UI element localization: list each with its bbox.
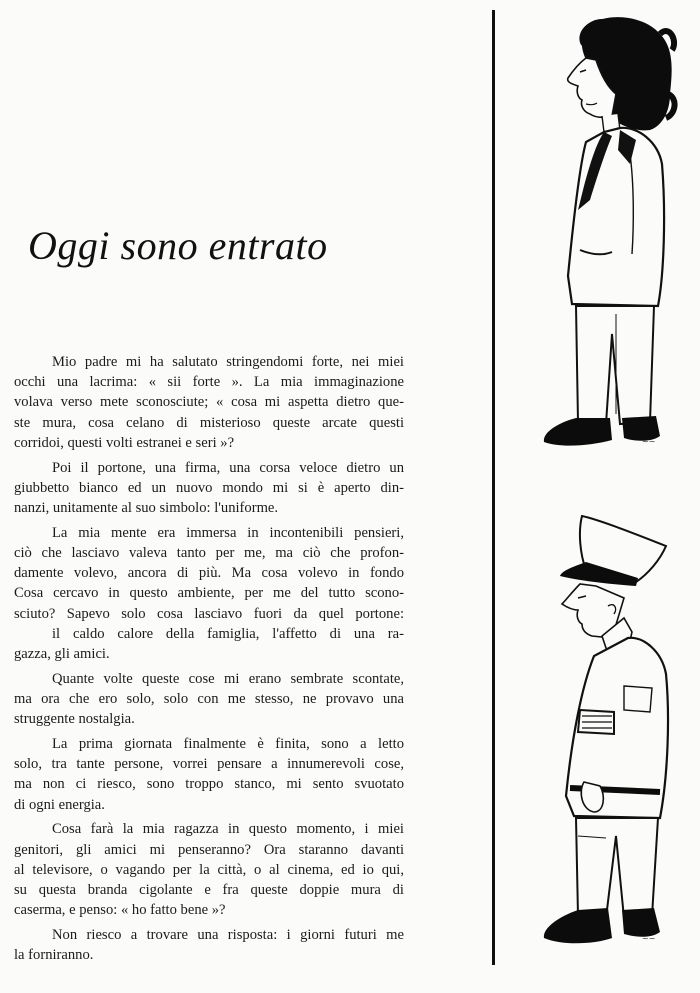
text-line: ste mura, cosa celano di misterioso queste arcate questi — [14, 414, 404, 431]
text-line: corridoi, questi volti estranei e seri »? — [14, 434, 235, 451]
text-line: ma ora che ero solo, solo con me stesso, ne provavo una — [14, 691, 404, 708]
text-line: caserma, e penso: « ho fatto bene »? — [14, 902, 226, 919]
text-line: solo, tra tante persone, vorrei pensare a innumerevoli cose, — [14, 756, 404, 773]
text-line: damente volevo, ancora di più. Ma cosa volevo in fondo — [14, 565, 404, 582]
paragraph — [14, 458, 404, 519]
text-line: giubbetto bianco ed un nuovo mondo mi si è aperto din- — [14, 479, 404, 496]
text-line: La prima giornata finalmente è finita, sono a letto — [52, 736, 404, 753]
text-line: Non riesco a trovare una risposta: i giorni futuri me — [52, 927, 404, 944]
text-line: al televisore, o vagando per la città, o al cinema, ed io qui, — [14, 861, 404, 878]
text-line: di ogni energia. — [14, 796, 105, 813]
column-divider — [492, 10, 495, 965]
civilian-caricature-illustration — [520, 14, 695, 464]
text-line: sciuto? Sapevo solo cosa lasciavo fuori da quel portone: — [14, 605, 404, 622]
article-body — [14, 352, 404, 970]
text-line: ma non ci riesco, sono troppo stanco, mi sento svuotato — [14, 776, 404, 793]
soldier-caricature-illustration — [520, 506, 695, 961]
paragraph — [14, 734, 404, 815]
paragraph — [14, 669, 404, 730]
signature-top: ~~ — [642, 437, 656, 446]
paragraph — [14, 925, 404, 965]
text-line: su questa branda cigolante e fra queste doppie mura di — [14, 882, 404, 899]
text-line: Quante volte queste cose mi erano sembrate scontate, — [52, 670, 404, 687]
article-title: Oggi sono entrato — [28, 223, 328, 268]
paragraph — [14, 352, 404, 453]
text-line: genitori, gli amici mi penseranno? Ora staranno davanti — [14, 841, 404, 858]
text-line: Poi il portone, una firma, una corsa veloce dietro un — [52, 459, 404, 476]
paragraph — [14, 819, 404, 920]
text-line: struggente nostalgia. — [14, 711, 135, 728]
text-line: ciò che lasciavo valeva tanto per me, ma ciò che profon- — [14, 545, 404, 562]
text-line: volava verso mete sconosciute; « cosa mi aspetta dietro que- — [14, 394, 404, 411]
text-line: Cosa farà la mia ragazza in questo momento, i miei — [52, 821, 404, 838]
text-line: nanzi, unitamente al suo simbolo: l'uniforme. — [14, 500, 279, 517]
text-line: Cosa cercavo in questo ambiente, per me del tutto scono- — [14, 585, 404, 602]
text-line: la forniranno. — [14, 947, 94, 964]
text-line: La mia mente era immersa in incontenibili pensieri, — [52, 524, 404, 541]
text-line: gazza, gli amici. — [14, 646, 110, 663]
text-line: il caldo calore della famiglia, l'affetto di una ra- — [52, 625, 404, 642]
paragraph — [14, 523, 404, 664]
text-line: Mio padre mi ha salutato stringendomi forte, nei miei — [52, 354, 404, 370]
signature-bottom: ~~ — [642, 934, 656, 943]
text-line: occhi una lacrima: « sii forte ». La mia immaginazione — [14, 374, 404, 391]
